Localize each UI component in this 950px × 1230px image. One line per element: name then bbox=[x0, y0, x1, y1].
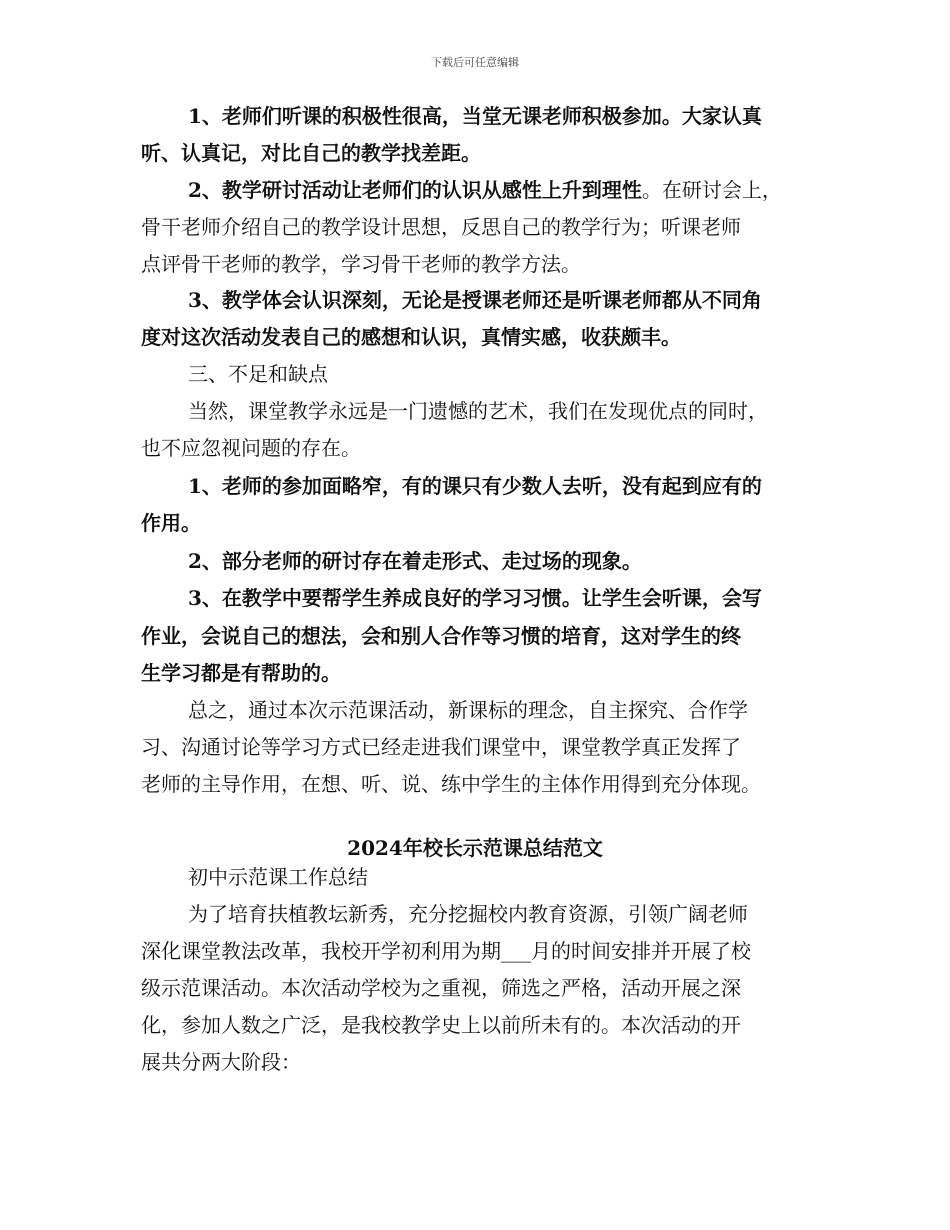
text-line bbox=[188, 178, 868, 202]
text-line-content: 也不应忽视问题的存在。 bbox=[141, 436, 361, 460]
text-line bbox=[188, 865, 868, 889]
text-line-content: 作业，会说自己的想法，会和别人合作等习惯的培育，这对学生的终 bbox=[141, 624, 741, 648]
text-line bbox=[141, 661, 821, 685]
page-header: 下载后可任意编辑 bbox=[431, 56, 519, 69]
text-line-content: 总之，通过本次示范课活动，新课标的理念，自主探究、合作学 bbox=[188, 698, 748, 722]
text-line bbox=[188, 902, 868, 926]
text-line-content: 2、部分老师的研讨存在着走形式、走过场的现象。 bbox=[188, 549, 642, 573]
text-line bbox=[141, 772, 821, 796]
text-line-content: 度对这次活动发表自己的感想和认识，真情实感，收获颇丰。 bbox=[141, 325, 681, 349]
text-line bbox=[141, 1013, 821, 1037]
text-line-content: 深化课堂教法改革，我校开学初利用为期___月的时间安排并开展了校 bbox=[141, 939, 751, 963]
text-line bbox=[188, 549, 868, 573]
text-line bbox=[141, 436, 821, 460]
text-line-content: 点评骨干老师的教学，学习骨干老师的教学方法。 bbox=[141, 252, 581, 276]
text-line-content: 展共分两大阶段： bbox=[141, 1050, 301, 1074]
text-line-content: 1、老师的参加面略窄，有的课只有少数人去听，没有起到应有的 bbox=[188, 474, 762, 498]
text-line-content: 为了培育扶植教坛新秀，充分挖掘校内教育资源，引领广阔老师 bbox=[188, 902, 748, 926]
text-line-content: 老师的主导作用，在想、听、说、练中学生的主体作用得到充分体现。 bbox=[141, 772, 761, 796]
text-line bbox=[188, 586, 868, 610]
text-line-content: 3、教学体会认识深刻，无论是授课老师还是听课老师都从不同角 bbox=[188, 288, 762, 312]
text-line-content: 当然，课堂教学永远是一门遗憾的艺术，我们在发现优点的同时， bbox=[188, 399, 768, 423]
text-line bbox=[188, 104, 868, 128]
text-line bbox=[141, 1050, 821, 1074]
text-line bbox=[141, 735, 821, 759]
text-line-content: 三、不足和缺点 bbox=[188, 362, 328, 386]
text-line bbox=[188, 362, 868, 386]
text-line bbox=[141, 252, 821, 276]
text-line bbox=[141, 976, 821, 1000]
text-line-content: 级示范课活动。本次活动学校为之重视，筛选之严格，活动开展之深 bbox=[141, 976, 741, 1000]
text-line-content: 3、在教学中要帮学生养成良好的学习习惯。让学生会听课，会写 bbox=[188, 586, 762, 610]
text-line bbox=[188, 474, 868, 498]
text-line-content: 骨干老师介绍自己的教学设计思想，反思自己的教学行为；听课老师 bbox=[141, 215, 741, 239]
text-line-content: 化，参加人数之广泛，是我校教学史上以前所未有的。本次活动的开 bbox=[141, 1013, 741, 1037]
text-line-content: 听、认真记，对比自己的教学找差距。 bbox=[141, 141, 481, 165]
text-line-content: 1、老师们听课的积极性很高，当堂无课老师积极参加。大家认真 bbox=[188, 104, 762, 128]
text-line bbox=[141, 141, 821, 165]
text-line bbox=[188, 698, 868, 722]
text-line bbox=[141, 624, 821, 648]
text-line-content: 生学习都是有帮助的。 bbox=[141, 661, 341, 685]
section-title: 2024年校长示范课总结范文 bbox=[347, 836, 603, 860]
text-line bbox=[141, 325, 821, 349]
text-line-content: 2、教学研讨活动让老师们的认识从感性上升到理性 bbox=[188, 178, 642, 202]
text-line bbox=[188, 399, 868, 423]
text-line bbox=[141, 511, 821, 535]
text-line bbox=[141, 215, 821, 239]
text-line bbox=[141, 939, 821, 963]
text-line-content: 习、沟通讨论等学习方式已经走进我们课堂中，课堂教学真正发挥了 bbox=[141, 735, 741, 759]
text-line bbox=[188, 288, 868, 312]
text-line-content: 初中示范课工作总结 bbox=[188, 865, 368, 889]
text-line-content: 作用。 bbox=[141, 511, 201, 535]
text-line-tail: 。在研讨会上， bbox=[641, 178, 782, 202]
